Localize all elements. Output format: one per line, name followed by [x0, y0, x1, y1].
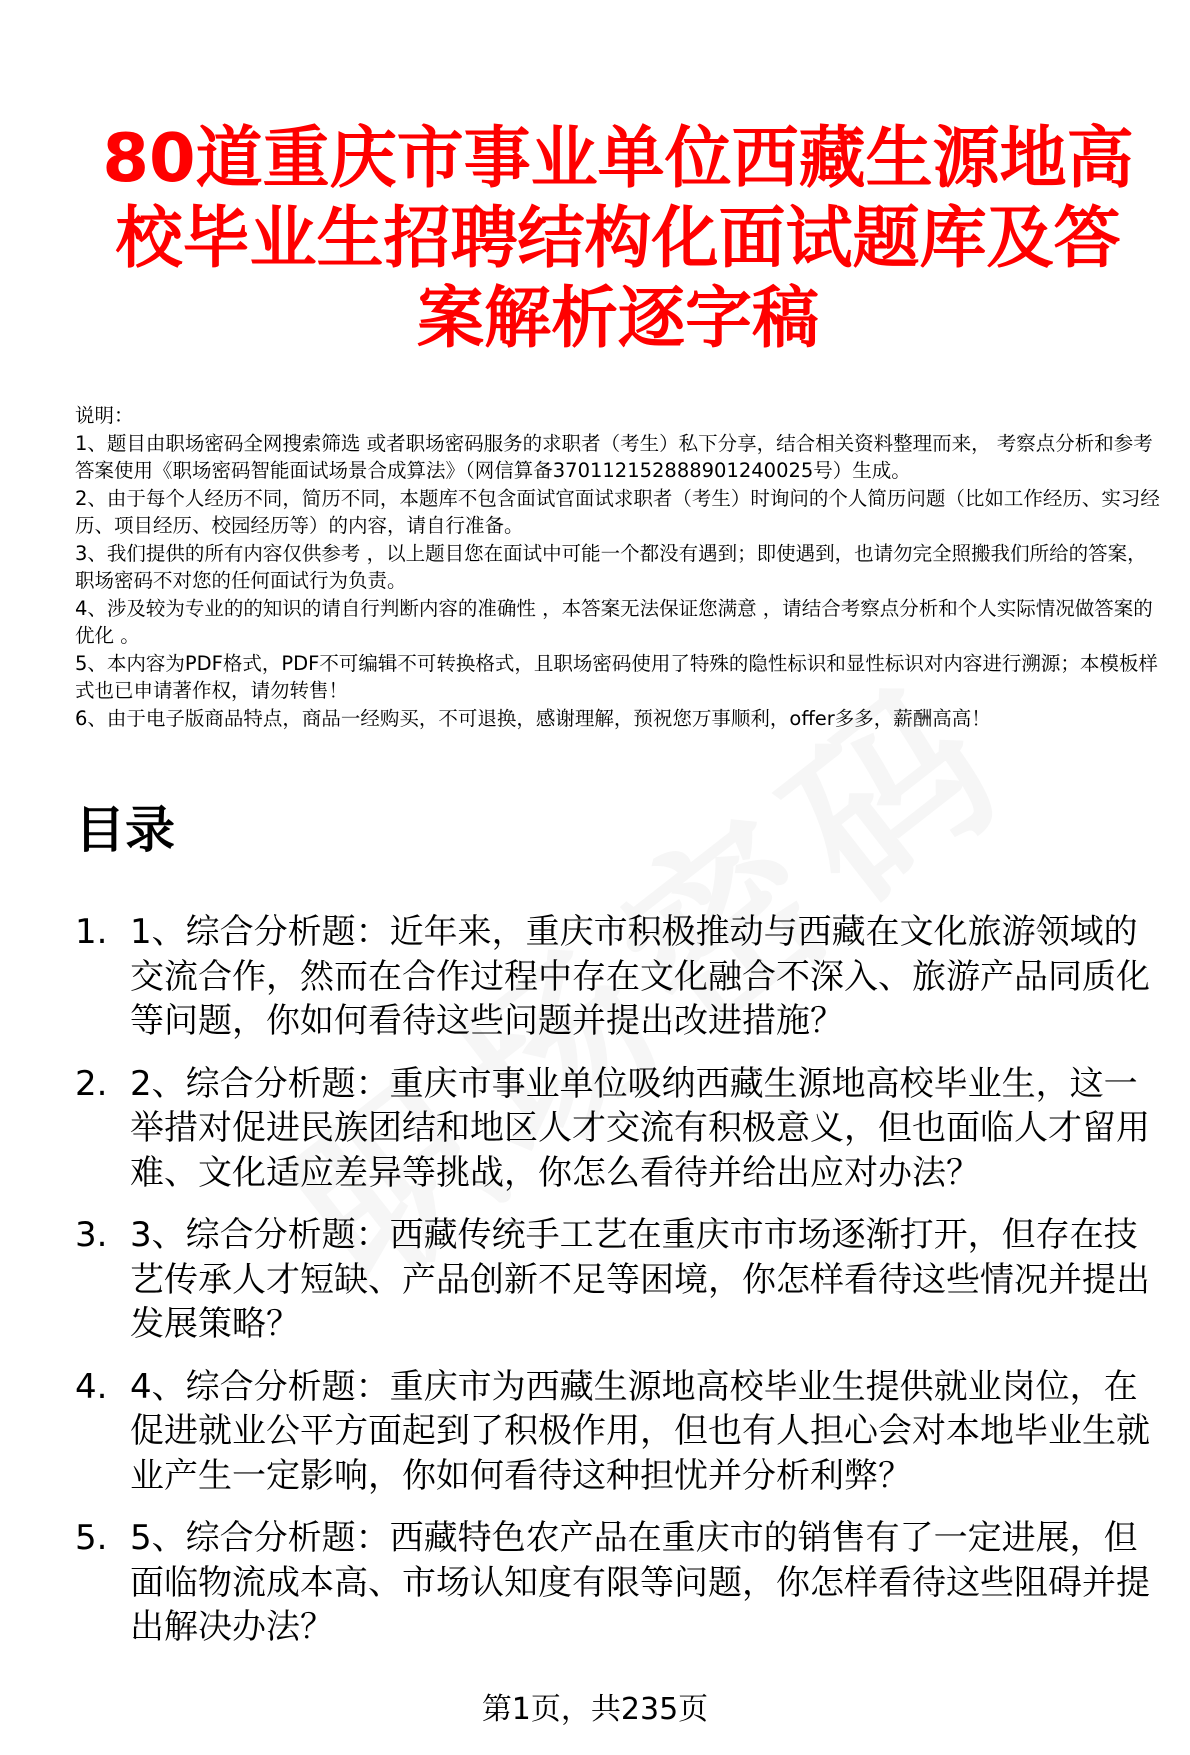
toc-item-text[interactable]: 5、综合分析题：西藏特色农产品在重庆市的销售有了一定进展，但面临物流成本高、市场认知度有限等问题，你怎样看待这些阻碍并提出解决办法？ [130, 1518, 1150, 1647]
toc-item-text[interactable]: 1、综合分析题：近年来，重庆市积极推动与西藏在文化旅游领域的交流合作，然而在合作过程中存在文化融合不深入、旅游产品同质化等问题，你如何看待这些问题并提出改进措施？ [130, 912, 1150, 1041]
note-item: 1、题目由职场密码全网搜索筛选 或者职场密码服务的求职者（考生）私下分享，结合相关资料整理而来， 考察点分析和参考答案使用《职场密码智能面试场景合成算法》（网信算备370112152888901240025号）生成。 [75, 431, 1153, 482]
toc-item-text[interactable]: 4、综合分析题：重庆市为西藏生源地高校毕业生提供就业岗位，在促进就业公平方面起到了积极作用，但也有人担心会对本地毕业生就业产生一定影响，你如何看待这种担忧并分析利弊？ [130, 1366, 1150, 1496]
toc-item-number: 4. [75, 1366, 108, 1407]
notes-section [75, 402, 1160, 732]
toc-item-text[interactable]: 2、综合分析题：重庆市事业单位吸纳西藏生源地高校毕业生，这一举措对促进民族团结和地区人才交流有积极意义，但也面临人才留用难、文化适应差异等挑战，你怎么看待并给出应对办法？ [130, 1063, 1150, 1193]
toc-item-number: 3. [75, 1215, 108, 1255]
toc-item-number: 1. [75, 912, 108, 952]
note-item: 3、我们提供的所有内容仅供参考 ，以上题目您在面试中可能一个都没有遇到；即使遇到，也请勿完全照搬我们所给的答案，职场密码不对您的任何面试行为负责。 [75, 541, 1147, 592]
toc-item[interactable] [75, 1516, 1165, 1650]
page-number-footer: 第1页，共235页 [481, 1692, 709, 1727]
toc-item[interactable] [75, 1365, 1165, 1499]
toc-heading: 目录 [75, 801, 175, 859]
toc-item-text[interactable]: 3、综合分析题：西藏传统手工艺在重庆市市场逐渐打开，但存在技艺传承人才短缺、产品创新不足等困境，你怎样看待这些情况并提出发展策略？ [130, 1215, 1150, 1344]
toc-item[interactable] [75, 1062, 1165, 1196]
toc-item-number: 2. [75, 1063, 108, 1104]
note-item: 6、由于电子版商品特点，商品一经购买，不可退换，感谢理解，预祝您万事顺利，offer多多，薪酬高高！ [75, 706, 991, 730]
document-title: 80道重庆市事业单位西藏生源地高校毕业生招聘结构化面试题库及答案解析逐字稿 [102, 119, 1134, 357]
notes-heading: 说明： [75, 404, 134, 427]
toc-item-number: 5. [75, 1518, 108, 1558]
note-item: 4、涉及较为专业的的知识的请自行判断内容的准确性 ，本答案无法保证您满意 ，请结合考察点分析和个人实际情况做答案的优化 。 [75, 596, 1153, 647]
toc-item[interactable] [75, 910, 1165, 1044]
note-item: 5、本内容为PDF格式，PDF不可编辑不可转换格式，且职场密码使用了特殊的隐性标识和显性标识对内容进行溯源；本模板样式也已申请著作权，请勿转售！ [75, 651, 1158, 702]
note-item: 2、由于每个人经历不同，简历不同，本题库不包含面试官面试求职者（考生）时询问的个人简历问题（比如工作经历、实习经历、项目经历、校园经历等）的内容，请自行准备。 [75, 486, 1160, 537]
toc-list [75, 910, 1165, 1668]
toc-item[interactable] [75, 1213, 1165, 1347]
